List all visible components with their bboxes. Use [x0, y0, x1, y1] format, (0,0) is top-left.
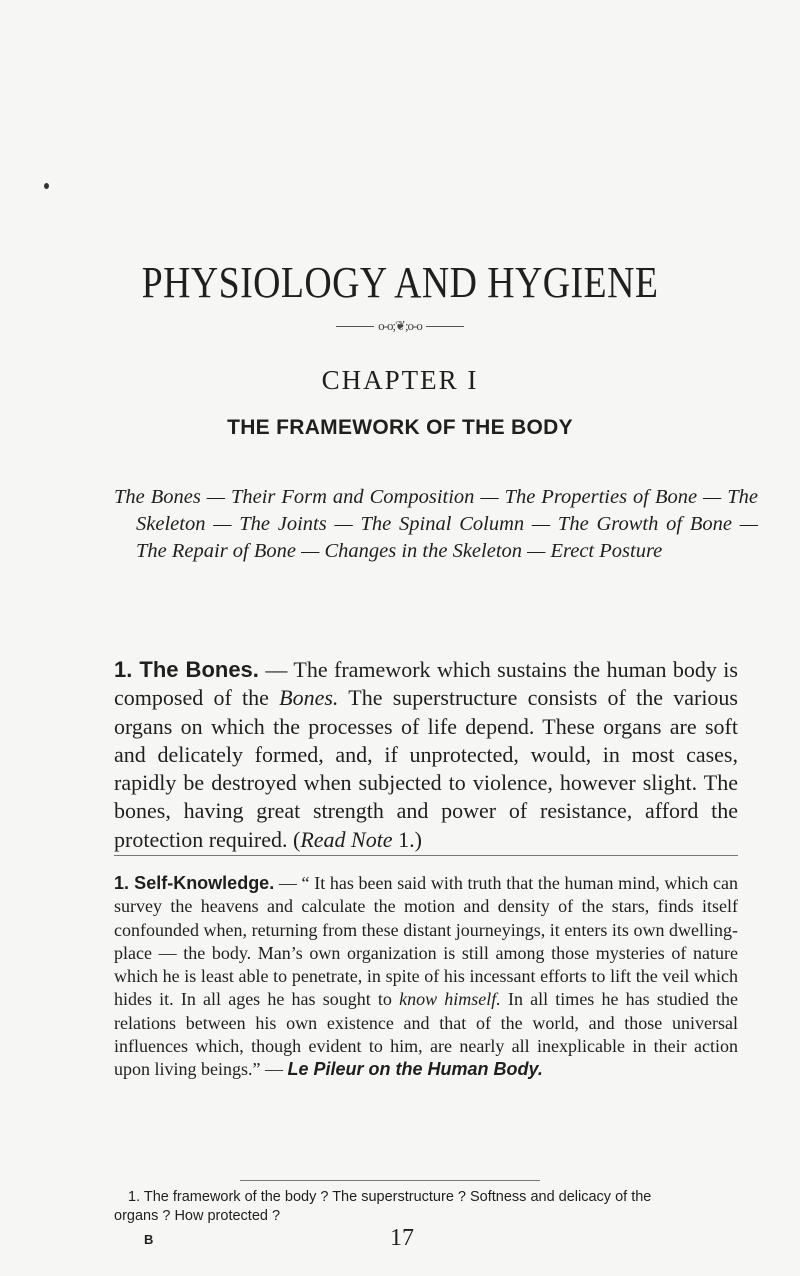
- section-1-italic-b: Read Note: [300, 826, 393, 852]
- questions-line-1: 1. The framework of the body ? The superstructure ? Softness and delicacy of the: [128, 1189, 652, 1205]
- note-1-italic-a: know himself.: [399, 989, 501, 1010]
- note-1-source: Le Pileur on the Human Body.: [287, 1059, 543, 1080]
- book-title: PHYSIOLOGY AND HYGIENE: [141, 258, 659, 307]
- section-1-text-b: The superstructure consists of the various organs on which the processes of life depend. These organs are soft and delicately formed, and, if unprotected, would, in most cases, rapidly be destroyed when subjected to violence, however slight. The bones, having great strength and power of resistance, afford the protection required. (: [114, 685, 738, 852]
- ink-speck: [44, 183, 49, 189]
- note-1-heading: 1. Self-Knowledge.: [114, 873, 275, 893]
- questions-line-2: organs ? How protected ?: [114, 1208, 281, 1224]
- ornament-rule-left: [336, 326, 374, 327]
- note-1-paragraph: [114, 872, 738, 1082]
- ornament-icon: o-o;❦;o-o: [378, 318, 422, 333]
- section-1-text-a: — The framework which sustains the human body is composed of the: [114, 657, 738, 711]
- section-1-paragraph: [114, 656, 738, 854]
- section-1-italic-a: Bones.: [279, 685, 339, 711]
- page-number: 17: [390, 1225, 414, 1251]
- ornament-divider: [0, 318, 800, 334]
- note-1-text-b: In all times he has studied the relations between his own existence and that of the world, and those universal influences which, though evident to him, are nearly all inexplicable in their action upon living beings.” —: [114, 989, 739, 1080]
- chapter-synopsis: The Bones — Their Form and Composition — The Properties of Bone — The Skeleton — The Joints — The Spinal Column — The Growth of Bone — The Repair of Bone — Changes in the Skeleton — Erect Posture: [114, 486, 758, 562]
- chapter-subtitle: THE FRAMEWORK OF THE BODY: [227, 416, 573, 439]
- ornament-rule-right: [426, 326, 464, 327]
- note-1-text-a: — “ It has been said with truth that the human mind, which can survey the heavens and calculate the motion and density of the stars, finds itself confounded when, returning from these distant journeyings, it enters its own dwelling-place — the body. Man’s own organization is still among those mysteries of nature which he is least able to penetrate, in spite of his incessant efforts to lift the veil which hides it. In all ages he has sought to: [114, 873, 738, 1010]
- signature-mark: B: [144, 1232, 154, 1247]
- review-questions: [114, 1188, 738, 1226]
- chapter-heading: CHAPTER I: [321, 365, 479, 395]
- section-1-text-c: 1.): [392, 826, 422, 852]
- section-1-heading: 1. The Bones.: [114, 657, 259, 682]
- footnote-divider: [114, 855, 738, 856]
- questions-divider: [240, 1180, 540, 1181]
